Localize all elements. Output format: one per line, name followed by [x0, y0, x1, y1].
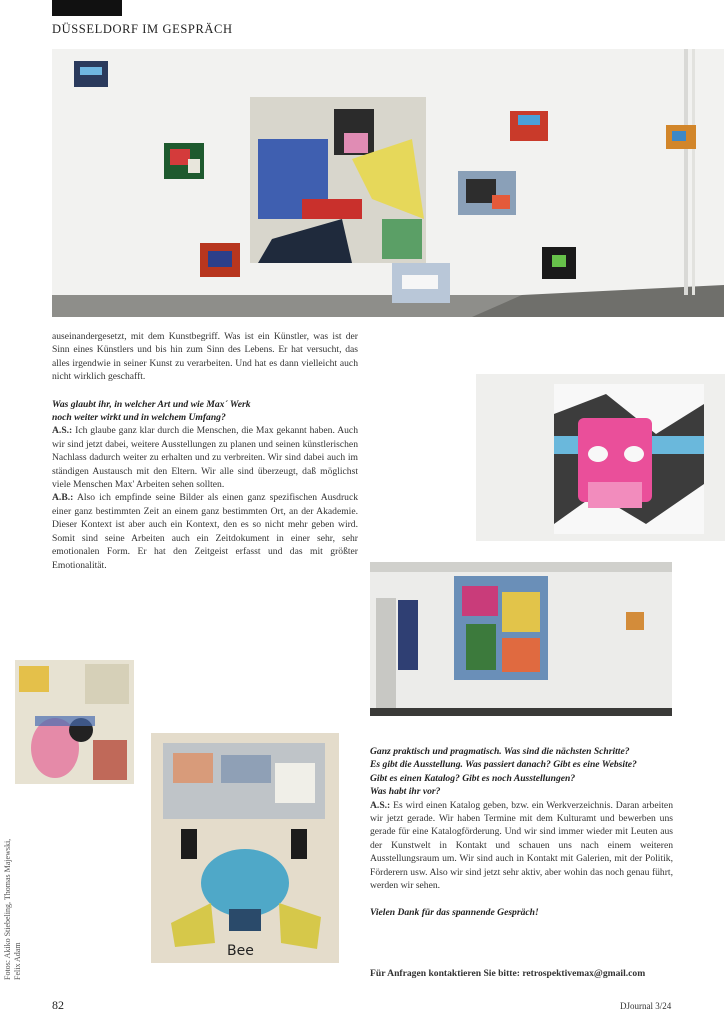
- article-column-right: [370, 745, 673, 920]
- gallery-wall-illustration: [52, 49, 724, 317]
- credits-line-1: Fotos: Akiko Stiebeling, Thomas Majewski,: [3, 838, 12, 980]
- journal-issue: DJournal 3/24: [620, 1001, 672, 1011]
- bird-painting-illustration: [15, 660, 134, 784]
- credits-line-2: Felix Adam: [13, 942, 22, 980]
- cow-painting-photo: [151, 733, 339, 963]
- pink-painting-photo: [476, 374, 725, 541]
- section-title: DÜSSELDORF IM GESPRÄCH: [52, 22, 233, 36]
- gallery-wall-photo: [52, 49, 724, 317]
- gallery-room-photo: [370, 562, 672, 716]
- question-1-line-1: Was glaubt ihr, in welcher Art und wie Max´ Werk: [52, 398, 251, 410]
- gallery-room-illustration: [370, 562, 672, 716]
- header-bar: [52, 0, 122, 16]
- answer-1-ab: [52, 491, 358, 571]
- bird-painting-photo: [15, 660, 134, 784]
- cow-painting-illustration: [151, 733, 339, 963]
- answer-2-as-text: Es wird einen Katalog geben, bzw. ein Werkverzeichnis. Daran arbeiten wir jetzt gerade. Wir haben Termine mit dem Kulturamt und bewerben uns gerade für eine Katalogförderung. Und wir sind immer wieder mit Leuten aus der Kunstwelt in Kontakt und schauen uns nach einem weiteren Ausstellungsraum um. Wir sind auch in Kontakt mit Galerien, mit der Politik, Förderern usw. Also wir sind jetzt sehr aktiv, aber wohin das noch genau führt, werden wir sehen.: [370, 799, 673, 892]
- speaker-ab-label: A.B.:: [52, 492, 74, 504]
- answer-2-as: [370, 799, 673, 893]
- question-2-line-3: Gibt es einen Katalog? Gibt es noch Ausstellungen?: [370, 772, 576, 784]
- intro-paragraph: auseinandergesetzt, mit dem Kunstbegriff. Was ist ein Künstler, was ist der Sinn eines Künstlers und bis hin zum Sinn des Lebens. Er hat versucht, das alles irgendwie in seiner Kunst zu verarbeiten. Und hat es dann vielleicht auch nicht wirklich geschafft.: [52, 331, 358, 383]
- answer-1-as-text: Ich glaube ganz klar durch die Menschen, die Max gekannt haben. Auch wir sind jetzt dabei, weitere Ausstellungen zu planen und seinen künstlerischen Nachlass dadurch weiter zu erhalten und zu verbreiten. Wir sind dabei auch im ständigen Austausch mit den Eltern. Wir alle sind überzeugt, daß möglichst viele Menschen Max' Arbeiten sehen sollten.: [52, 425, 358, 491]
- page-number: 82: [52, 998, 64, 1012]
- question-2-line-4: Was habt ihr vor?: [370, 786, 441, 798]
- question-2-line-2: Es gibt die Ausstellung. Was passiert danach? Gibt es eine Website?: [370, 759, 637, 771]
- pink-painting-illustration: [476, 374, 725, 541]
- svg-text:Bee: Bee: [227, 943, 254, 959]
- thanks-line: Vielen Dank für das spannende Gespräch!: [370, 907, 539, 919]
- answer-1-as: [52, 424, 358, 491]
- speaker-as-label-2: A.S.:: [370, 799, 391, 811]
- answer-1-ab-text: Also ich empfinde seine Bilder als einen ganz spezifischen Ausdruck einer ganz bestimmten Zeit an einem ganz bestimmten Ort, an der Akademie. Dieser Kontext ist aber auch ein Kontext, den es so nicht mehr geben wird. Somit sind seine Arbeiten auch ein Zeitdokument in einer sehr, sehr emotionalen Form. Er hat den Zeitgeist erfasst und das mit größter Emotionalität.: [52, 492, 358, 571]
- contact-line: Für Anfragen kontaktieren Sie bitte: retrospektivemax@gmail.com: [370, 968, 646, 979]
- question-2-line-1: Ganz praktisch und pragmatisch. Was sind die nächsten Schritte?: [370, 746, 630, 757]
- speaker-as-label: A.S.:: [52, 425, 73, 437]
- photo-credits: [3, 839, 23, 980]
- question-1-line-2: noch weiter wirkt und in welchem Umfang?: [52, 412, 226, 424]
- article-column-left: [52, 330, 358, 572]
